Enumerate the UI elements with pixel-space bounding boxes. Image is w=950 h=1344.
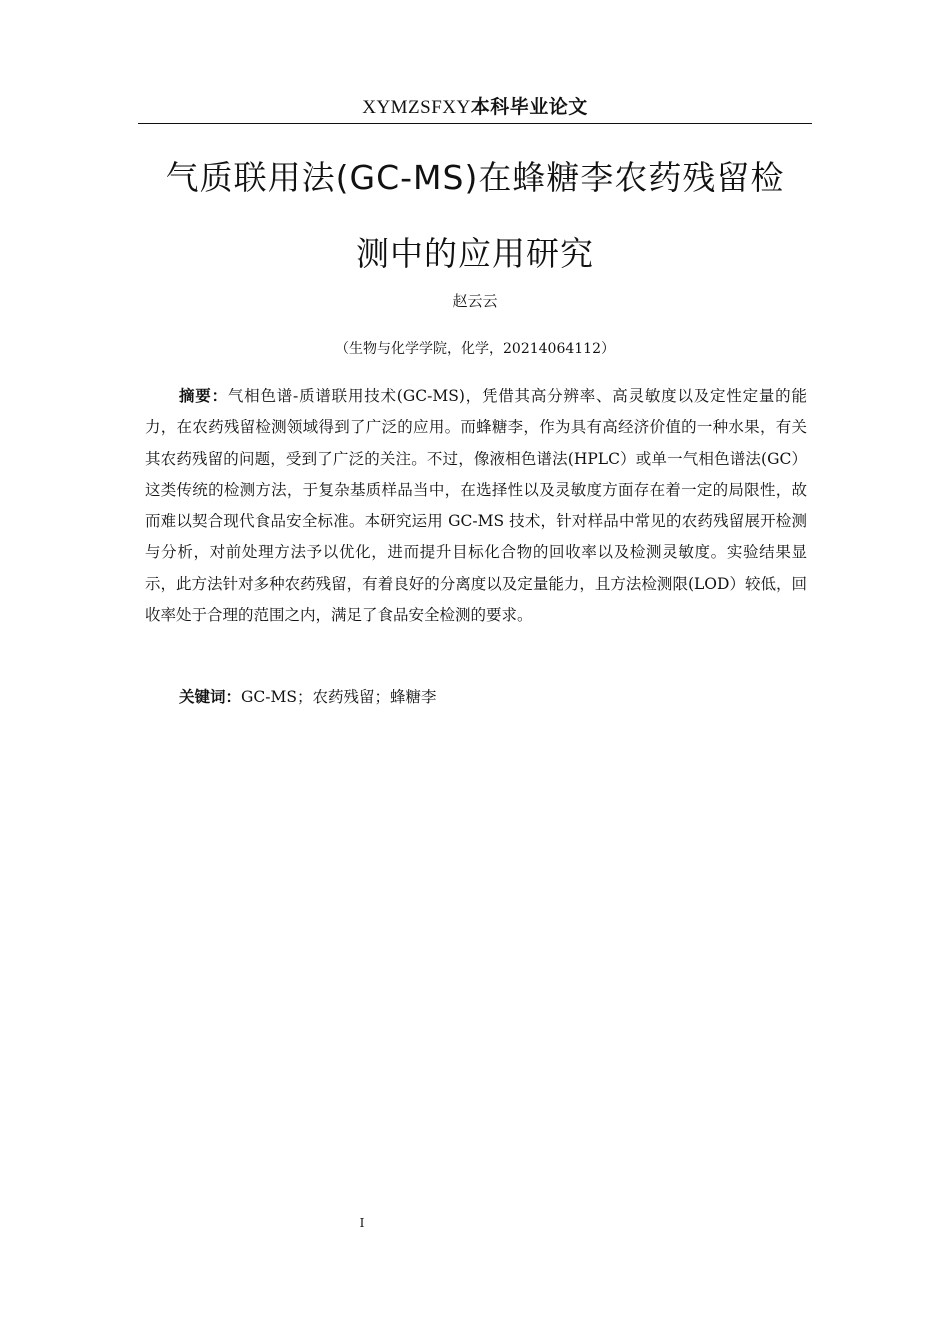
keywords bbox=[179, 684, 799, 710]
abstract-label: 摘要： bbox=[179, 387, 228, 405]
header-code: XYMZSFXY bbox=[362, 97, 471, 118]
title-line-1: 气质联用法(GC-MS)在蜂糖李农药残留检 bbox=[165, 158, 785, 197]
running-header bbox=[138, 94, 812, 121]
abstract bbox=[145, 381, 807, 631]
author-name: 赵云云 bbox=[452, 292, 498, 310]
author-affiliation: （生物与化学学院，化学，20214064112） bbox=[335, 341, 615, 357]
keywords-text: GC-MS；农药残留；蜂糖李 bbox=[241, 688, 437, 706]
paper-title bbox=[150, 140, 800, 292]
header-rule bbox=[138, 123, 812, 124]
abstract-text: 气相色谱-质谱联用技术(GC-MS)，凭借其高分辨率、高灵敏度以及定性定量的能力，在农药残留检测领域得到了广泛的应用。而蜂糖李，作为具有高经济价值的一种水果，有关其农药残留的问题，受到了广泛的关注。不过，像液相色谱法(HPLC）或单一气相色谱法(GC）这类传统的检测方法，于复杂基质样品当中，在选择性以及灵敏度方面存在着一定的局限性，故而难以契合现代食品安全标准。本研究运用 GC-MS 技术，针对样品中常见的农药残留展开检测与分析，对前处理方法予以优化，进而提升目标化合物的回收率以及检测灵敏度。实验结果显示，此方法针对多种农药残留，有着良好的分离度以及定量能力，且方法检测限(LOD）较低，回收率处于合理的范围之内，满足了食品安全检测的要求。 bbox=[145, 387, 807, 625]
page-number: I bbox=[359, 1216, 365, 1230]
header-label: 本科毕业论文 bbox=[470, 96, 588, 118]
title-line-2: 测中的应用研究 bbox=[356, 234, 594, 273]
keywords-label: 关键词： bbox=[179, 688, 242, 706]
